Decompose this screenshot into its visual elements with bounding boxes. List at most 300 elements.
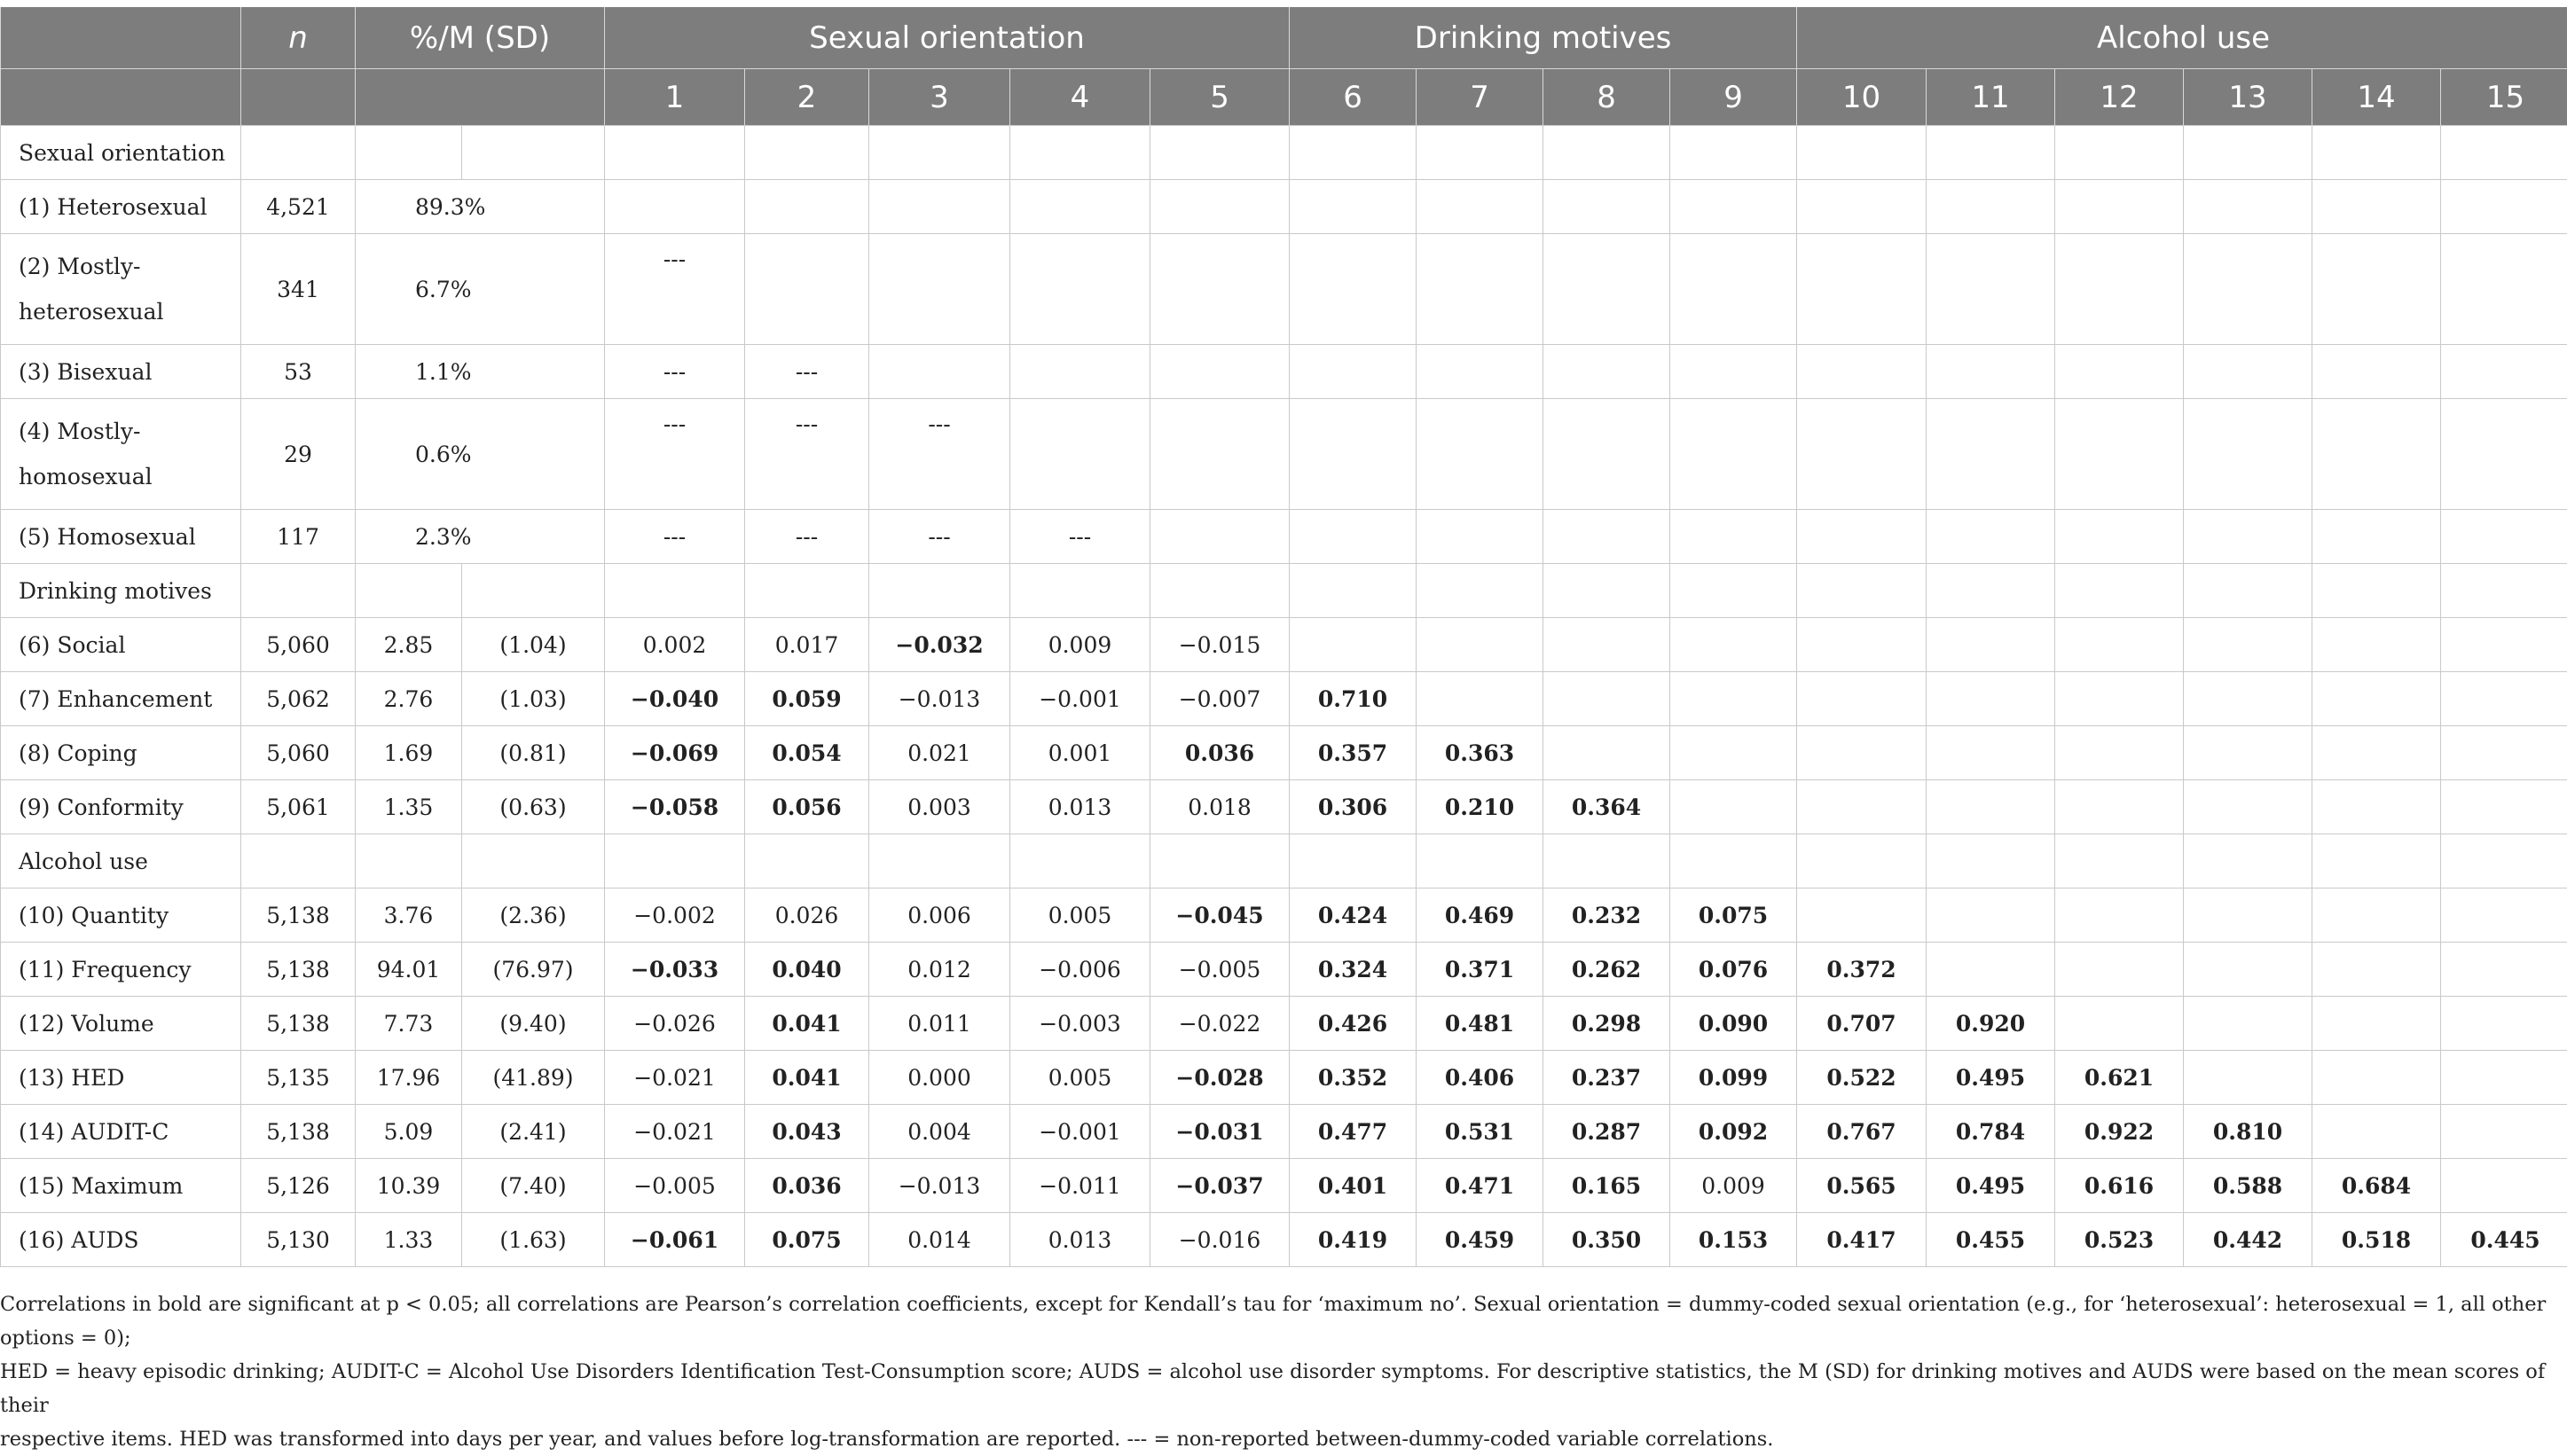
cell-correlation	[2441, 180, 2567, 234]
cell-n: 5,130	[241, 1213, 356, 1267]
cell-correlation	[1797, 399, 1927, 510]
header-blank	[356, 69, 605, 126]
header-col: 15	[2441, 69, 2567, 126]
cell-correlation	[1670, 399, 1797, 510]
cell-correlation: 0.298	[1543, 997, 1670, 1051]
header-col: 5	[1150, 69, 1290, 126]
row-label: (11) Frequency	[1, 943, 241, 997]
row-label: (9) Conformity	[1, 780, 241, 834]
cell-correlation: 0.495	[1927, 1159, 2055, 1213]
header-sd: (SD)	[475, 20, 550, 56]
cell-correlation: 0.165	[1543, 1159, 1670, 1213]
cell-correlation	[2441, 672, 2567, 726]
cell-correlation	[1927, 888, 2055, 943]
cell-correlation: 0.005	[1010, 1051, 1150, 1105]
cell-mean: 5.09	[356, 1105, 462, 1159]
cell-correlation: −0.058	[605, 780, 745, 834]
cell-correlation	[1543, 399, 1670, 510]
cell-correlation	[1670, 618, 1797, 672]
cell-correlation: 0.621	[2055, 1051, 2184, 1105]
table-row	[1, 997, 2567, 1051]
cell-correlation: 0.012	[869, 943, 1010, 997]
cell-correlation	[1670, 180, 1797, 234]
footnote-line: HED = heavy episodic drinking; AUDIT-C = Alcohol Use Disorders Identification Test-Consumption score; AUDS = alcohol use disorder symptoms. For descriptive statistics, the M (SD) for drinking motives and AUDS were based on the mean scores of their	[0, 1355, 2555, 1422]
cell-correlation	[1417, 510, 1543, 564]
cell-sd: (76.97)	[462, 943, 605, 997]
cell-correlation: 0.481	[1417, 997, 1543, 1051]
cell-correlation: ---	[745, 345, 869, 399]
cell-sd: (7.40)	[462, 1159, 605, 1213]
cell-correlation	[1927, 345, 2055, 399]
cell-correlation: −0.013	[869, 672, 1010, 726]
cell-correlation: 0.767	[1797, 1105, 1927, 1159]
row-label: (1) Heterosexual	[1, 180, 241, 234]
cell-correlation	[1927, 618, 2055, 672]
section-row	[1, 564, 2567, 618]
cell-correlation: 0.232	[1543, 888, 1670, 943]
cell-correlation: 0.523	[2055, 1213, 2184, 1267]
cell-n: 5,138	[241, 997, 356, 1051]
header-col: 11	[1927, 69, 2055, 126]
cell-correlation: 0.036	[1150, 726, 1290, 780]
cell-correlation	[1797, 672, 1927, 726]
cell-correlation: 0.424	[1290, 888, 1417, 943]
cell-correlation	[1797, 345, 1927, 399]
table-row	[1, 672, 2567, 726]
cell-correlation	[1927, 399, 2055, 510]
cell-correlation: 0.442	[2184, 1213, 2312, 1267]
header-col: 6	[1290, 69, 1417, 126]
cell-correlation: 0.017	[745, 618, 869, 672]
cell-mean: 10.39	[356, 1159, 462, 1213]
row-label: (15) Maximum	[1, 1159, 241, 1213]
header-group-drinking-motives: Drinking motives	[1290, 7, 1797, 69]
cell-correlation: 0.002	[605, 618, 745, 672]
cell-correlation: −0.040	[605, 672, 745, 726]
header-pct-m: %/M	[410, 20, 475, 56]
cell-correlation	[2055, 997, 2184, 1051]
cell-correlation: 0.616	[2055, 1159, 2184, 1213]
cell-correlation: −0.028	[1150, 1051, 1290, 1105]
cell-correlation: ---	[605, 399, 745, 510]
cell-correlation	[2184, 943, 2312, 997]
cell-correlation	[2312, 834, 2441, 888]
row-label: (5) Homosexual	[1, 510, 241, 564]
cell-correlation: 0.477	[1290, 1105, 1417, 1159]
cell-correlation: 0.445	[2441, 1213, 2567, 1267]
cell-correlation	[605, 126, 745, 180]
cell-n: 5,060	[241, 726, 356, 780]
cell-correlation	[1543, 345, 1670, 399]
header-n: n	[241, 7, 356, 69]
table-row	[1, 1159, 2567, 1213]
table-body	[1, 126, 2567, 1267]
cell-correlation	[2184, 618, 2312, 672]
cell-correlation: −0.037	[1150, 1159, 1290, 1213]
cell-correlation: 0.099	[1670, 1051, 1797, 1105]
cell-correlation	[1670, 780, 1797, 834]
cell-correlation: 0.707	[1797, 997, 1927, 1051]
cell-sd: (1.04)	[462, 618, 605, 672]
cell-sd: (41.89)	[462, 1051, 605, 1105]
cell-correlation	[745, 180, 869, 234]
cell-percent: 1.1%	[356, 345, 605, 399]
cell-correlation	[2441, 943, 2567, 997]
row-label: (16) AUDS	[1, 1213, 241, 1267]
header-col: 12	[2055, 69, 2184, 126]
cell-correlation: 0.014	[869, 1213, 1010, 1267]
cell-correlation	[1290, 126, 1417, 180]
cell-n: 341	[241, 234, 356, 345]
cell-correlation	[1010, 126, 1150, 180]
cell-correlation	[2312, 780, 2441, 834]
cell-n: 5,138	[241, 943, 356, 997]
cell-correlation: 0.036	[745, 1159, 869, 1213]
row-label: (7) Enhancement	[1, 672, 241, 726]
cell-correlation: 0.810	[2184, 1105, 2312, 1159]
row-label: (3) Bisexual	[1, 345, 241, 399]
cell-correlation	[869, 564, 1010, 618]
cell-correlation: ---	[869, 399, 1010, 510]
cell-mean: 1.33	[356, 1213, 462, 1267]
cell-correlation: 0.588	[2184, 1159, 2312, 1213]
cell-correlation	[869, 234, 1010, 345]
cell-correlation	[1797, 780, 1927, 834]
cell-correlation: 0.092	[1670, 1105, 1797, 1159]
header-col: 14	[2312, 69, 2441, 126]
cell-correlation	[1543, 126, 1670, 180]
cell-correlation	[1150, 399, 1290, 510]
cell-correlation	[869, 345, 1010, 399]
cell-correlation	[2312, 888, 2441, 943]
cell-correlation	[2055, 834, 2184, 888]
cell-sd	[462, 126, 605, 180]
row-label: (12) Volume	[1, 997, 241, 1051]
cell-correlation: −0.006	[1010, 943, 1150, 997]
cell-correlation	[2055, 345, 2184, 399]
cell-correlation: 0.518	[2312, 1213, 2441, 1267]
cell-correlation	[1150, 234, 1290, 345]
header-col: 1	[605, 69, 745, 126]
cell-correlation: ---	[605, 234, 745, 345]
cell-correlation: −0.007	[1150, 672, 1290, 726]
table-row	[1, 780, 2567, 834]
cell-n: 5,126	[241, 1159, 356, 1213]
cell-correlation: 0.469	[1417, 888, 1543, 943]
cell-sd	[462, 564, 605, 618]
cell-correlation	[1417, 399, 1543, 510]
cell-correlation	[1150, 126, 1290, 180]
section-label: Alcohol use	[1, 834, 241, 888]
header-blank	[1, 7, 241, 69]
cell-correlation	[2441, 510, 2567, 564]
cell-correlation	[2184, 834, 2312, 888]
cell-correlation	[2184, 997, 2312, 1051]
cell-correlation	[1543, 180, 1670, 234]
cell-correlation: ---	[745, 510, 869, 564]
table-row	[1, 510, 2567, 564]
cell-percent: 0.6%	[356, 399, 605, 510]
cell-correlation: −0.016	[1150, 1213, 1290, 1267]
cell-correlation	[2055, 618, 2184, 672]
cell-correlation	[1797, 126, 1927, 180]
cell-correlation: 0.920	[1927, 997, 2055, 1051]
cell-correlation	[1927, 234, 2055, 345]
section-row	[1, 126, 2567, 180]
cell-correlation	[1797, 834, 1927, 888]
cell-correlation: 0.210	[1417, 780, 1543, 834]
cell-correlation	[1927, 780, 2055, 834]
cell-n: 4,521	[241, 180, 356, 234]
table-row	[1, 726, 2567, 780]
cell-sd: (2.41)	[462, 1105, 605, 1159]
cell-correlation: 0.075	[745, 1213, 869, 1267]
cell-correlation: 0.495	[1927, 1051, 2055, 1105]
cell-correlation	[1010, 180, 1150, 234]
cell-correlation: 0.013	[1010, 780, 1150, 834]
cell-correlation: 0.090	[1670, 997, 1797, 1051]
cell-correlation	[2184, 510, 2312, 564]
cell-correlation	[2055, 126, 2184, 180]
cell-correlation: −0.002	[605, 888, 745, 943]
cell-n	[241, 126, 356, 180]
header-col: 13	[2184, 69, 2312, 126]
cell-correlation	[2312, 726, 2441, 780]
cell-percent: 6.7%	[356, 234, 605, 345]
cell-correlation: −0.022	[1150, 997, 1290, 1051]
cell-correlation	[1010, 234, 1150, 345]
cell-correlation: ---	[605, 345, 745, 399]
cell-correlation	[1290, 834, 1417, 888]
header-col: 3	[869, 69, 1010, 126]
cell-correlation	[2184, 564, 2312, 618]
cell-correlation: 0.009	[1010, 618, 1150, 672]
cell-correlation	[1670, 234, 1797, 345]
cell-sd: (1.63)	[462, 1213, 605, 1267]
cell-correlation: −0.011	[1010, 1159, 1150, 1213]
cell-n: 5,060	[241, 618, 356, 672]
cell-correlation: −0.045	[1150, 888, 1290, 943]
cell-correlation: 0.262	[1543, 943, 1670, 997]
cell-correlation	[1927, 126, 2055, 180]
cell-correlation	[1670, 345, 1797, 399]
table-row	[1, 1213, 2567, 1267]
cell-correlation	[1670, 126, 1797, 180]
cell-correlation: 0.371	[1417, 943, 1543, 997]
cell-correlation	[1290, 234, 1417, 345]
row-label: (10) Quantity	[1, 888, 241, 943]
cell-correlation: 0.018	[1150, 780, 1290, 834]
cell-correlation	[2184, 126, 2312, 180]
cell-correlation: −0.033	[605, 943, 745, 997]
cell-correlation	[2312, 672, 2441, 726]
cell-correlation	[2312, 399, 2441, 510]
cell-correlation	[2441, 345, 2567, 399]
cell-correlation	[1670, 510, 1797, 564]
cell-correlation	[2055, 780, 2184, 834]
cell-correlation	[2441, 726, 2567, 780]
header-col: 7	[1417, 69, 1543, 126]
header-pct-m-sd	[356, 7, 605, 69]
cell-correlation	[1927, 510, 2055, 564]
cell-correlation: 0.922	[2055, 1105, 2184, 1159]
cell-correlation: 0.000	[869, 1051, 1010, 1105]
cell-correlation	[1797, 888, 1927, 943]
cell-correlation	[2184, 672, 2312, 726]
cell-correlation	[1417, 126, 1543, 180]
table-row	[1, 180, 2567, 234]
cell-percent: 2.3%	[356, 510, 605, 564]
cell-n: 117	[241, 510, 356, 564]
cell-correlation: −0.001	[1010, 672, 1150, 726]
table-row	[1, 234, 2567, 345]
cell-correlation: 0.237	[1543, 1051, 1670, 1105]
cell-correlation	[2312, 345, 2441, 399]
cell-correlation	[1150, 834, 1290, 888]
cell-correlation	[2184, 234, 2312, 345]
cell-correlation	[1417, 672, 1543, 726]
cell-correlation	[1417, 345, 1543, 399]
cell-correlation	[2441, 1051, 2567, 1105]
cell-correlation: 0.784	[1927, 1105, 2055, 1159]
cell-correlation	[1797, 564, 1927, 618]
cell-correlation: −0.015	[1150, 618, 1290, 672]
cell-correlation: −0.021	[605, 1051, 745, 1105]
cell-correlation: 0.004	[869, 1105, 1010, 1159]
header-col: 2	[745, 69, 869, 126]
cell-sd: (9.40)	[462, 997, 605, 1051]
cell-correlation: −0.005	[605, 1159, 745, 1213]
cell-correlation	[1797, 726, 1927, 780]
cell-correlation: 0.417	[1797, 1213, 1927, 1267]
cell-correlation	[1290, 618, 1417, 672]
cell-correlation: −0.026	[605, 997, 745, 1051]
cell-correlation	[2441, 834, 2567, 888]
cell-correlation: 0.471	[1417, 1159, 1543, 1213]
header-group-alcohol-use: Alcohol use	[1797, 7, 2567, 69]
cell-correlation: 0.075	[1670, 888, 1797, 943]
row-label: (6) Social	[1, 618, 241, 672]
cell-correlation	[2055, 726, 2184, 780]
cell-correlation	[2055, 510, 2184, 564]
cell-correlation	[1797, 234, 1927, 345]
cell-n: 5,138	[241, 888, 356, 943]
cell-correlation: −0.061	[605, 1213, 745, 1267]
cell-correlation: 0.076	[1670, 943, 1797, 997]
cell-n: 53	[241, 345, 356, 399]
cell-mean: 7.73	[356, 997, 462, 1051]
cell-correlation	[1927, 943, 2055, 997]
cell-correlation	[2441, 888, 2567, 943]
cell-correlation: 0.306	[1290, 780, 1417, 834]
cell-correlation	[1797, 618, 1927, 672]
header-col: 4	[1010, 69, 1150, 126]
cell-correlation	[2184, 888, 2312, 943]
cell-correlation	[745, 564, 869, 618]
cell-correlation	[1150, 180, 1290, 234]
cell-correlation	[1010, 834, 1150, 888]
cell-correlation: 0.459	[1417, 1213, 1543, 1267]
cell-correlation	[2312, 1105, 2441, 1159]
cell-correlation	[2055, 888, 2184, 943]
cell-correlation: −0.001	[1010, 1105, 1150, 1159]
cell-correlation: −0.003	[1010, 997, 1150, 1051]
cell-n	[241, 564, 356, 618]
cell-correlation: 0.372	[1797, 943, 1927, 997]
cell-mean: 17.96	[356, 1051, 462, 1105]
cell-correlation	[1417, 834, 1543, 888]
cell-mean: 1.69	[356, 726, 462, 780]
cell-correlation	[2441, 126, 2567, 180]
header-blank	[1, 69, 241, 126]
cell-correlation	[2184, 1051, 2312, 1105]
cell-correlation	[869, 834, 1010, 888]
cell-correlation	[1010, 399, 1150, 510]
cell-correlation: 0.350	[1543, 1213, 1670, 1267]
cell-correlation: 0.021	[869, 726, 1010, 780]
cell-correlation	[2055, 943, 2184, 997]
cell-percent: 89.3%	[356, 180, 605, 234]
table-row	[1, 1105, 2567, 1159]
cell-correlation: 0.006	[869, 888, 1010, 943]
cell-correlation	[1927, 672, 2055, 726]
header-col: 9	[1670, 69, 1797, 126]
table-footnote	[0, 1288, 2555, 1456]
cell-correlation: 0.153	[1670, 1213, 1797, 1267]
cell-correlation	[1670, 564, 1797, 618]
cell-mean: 2.85	[356, 618, 462, 672]
header-col: 8	[1543, 69, 1670, 126]
cell-correlation: 0.013	[1010, 1213, 1150, 1267]
cell-correlation	[1543, 672, 1670, 726]
cell-correlation	[1290, 399, 1417, 510]
section-label: Drinking motives	[1, 564, 241, 618]
cell-correlation	[2184, 780, 2312, 834]
cell-correlation: 0.043	[745, 1105, 869, 1159]
cell-correlation	[745, 126, 869, 180]
cell-correlation	[745, 234, 869, 345]
cell-correlation: 0.026	[745, 888, 869, 943]
header-blank	[241, 69, 356, 126]
cell-correlation	[1010, 345, 1150, 399]
cell-correlation: 0.401	[1290, 1159, 1417, 1213]
cell-correlation: 0.059	[745, 672, 869, 726]
cell-correlation: 0.710	[1290, 672, 1417, 726]
cell-correlation: −0.021	[605, 1105, 745, 1159]
cell-correlation: −0.032	[869, 618, 1010, 672]
header-col: 10	[1797, 69, 1927, 126]
cell-correlation	[605, 834, 745, 888]
cell-sd	[462, 834, 605, 888]
cell-n: 29	[241, 399, 356, 510]
cell-correlation: 0.364	[1543, 780, 1670, 834]
cell-correlation: 0.565	[1797, 1159, 1927, 1213]
cell-correlation	[2055, 180, 2184, 234]
cell-correlation	[1543, 618, 1670, 672]
cell-correlation	[1417, 564, 1543, 618]
cell-correlation: 0.056	[745, 780, 869, 834]
cell-correlation	[2441, 1159, 2567, 1213]
cell-correlation	[2184, 726, 2312, 780]
cell-correlation: 0.041	[745, 997, 869, 1051]
cell-correlation: 0.011	[869, 997, 1010, 1051]
cell-correlation	[2055, 399, 2184, 510]
cell-correlation: −0.031	[1150, 1105, 1290, 1159]
cell-correlation	[2184, 180, 2312, 234]
cell-correlation: 0.040	[745, 943, 869, 997]
cell-correlation	[2184, 399, 2312, 510]
cell-mean: 94.01	[356, 943, 462, 997]
